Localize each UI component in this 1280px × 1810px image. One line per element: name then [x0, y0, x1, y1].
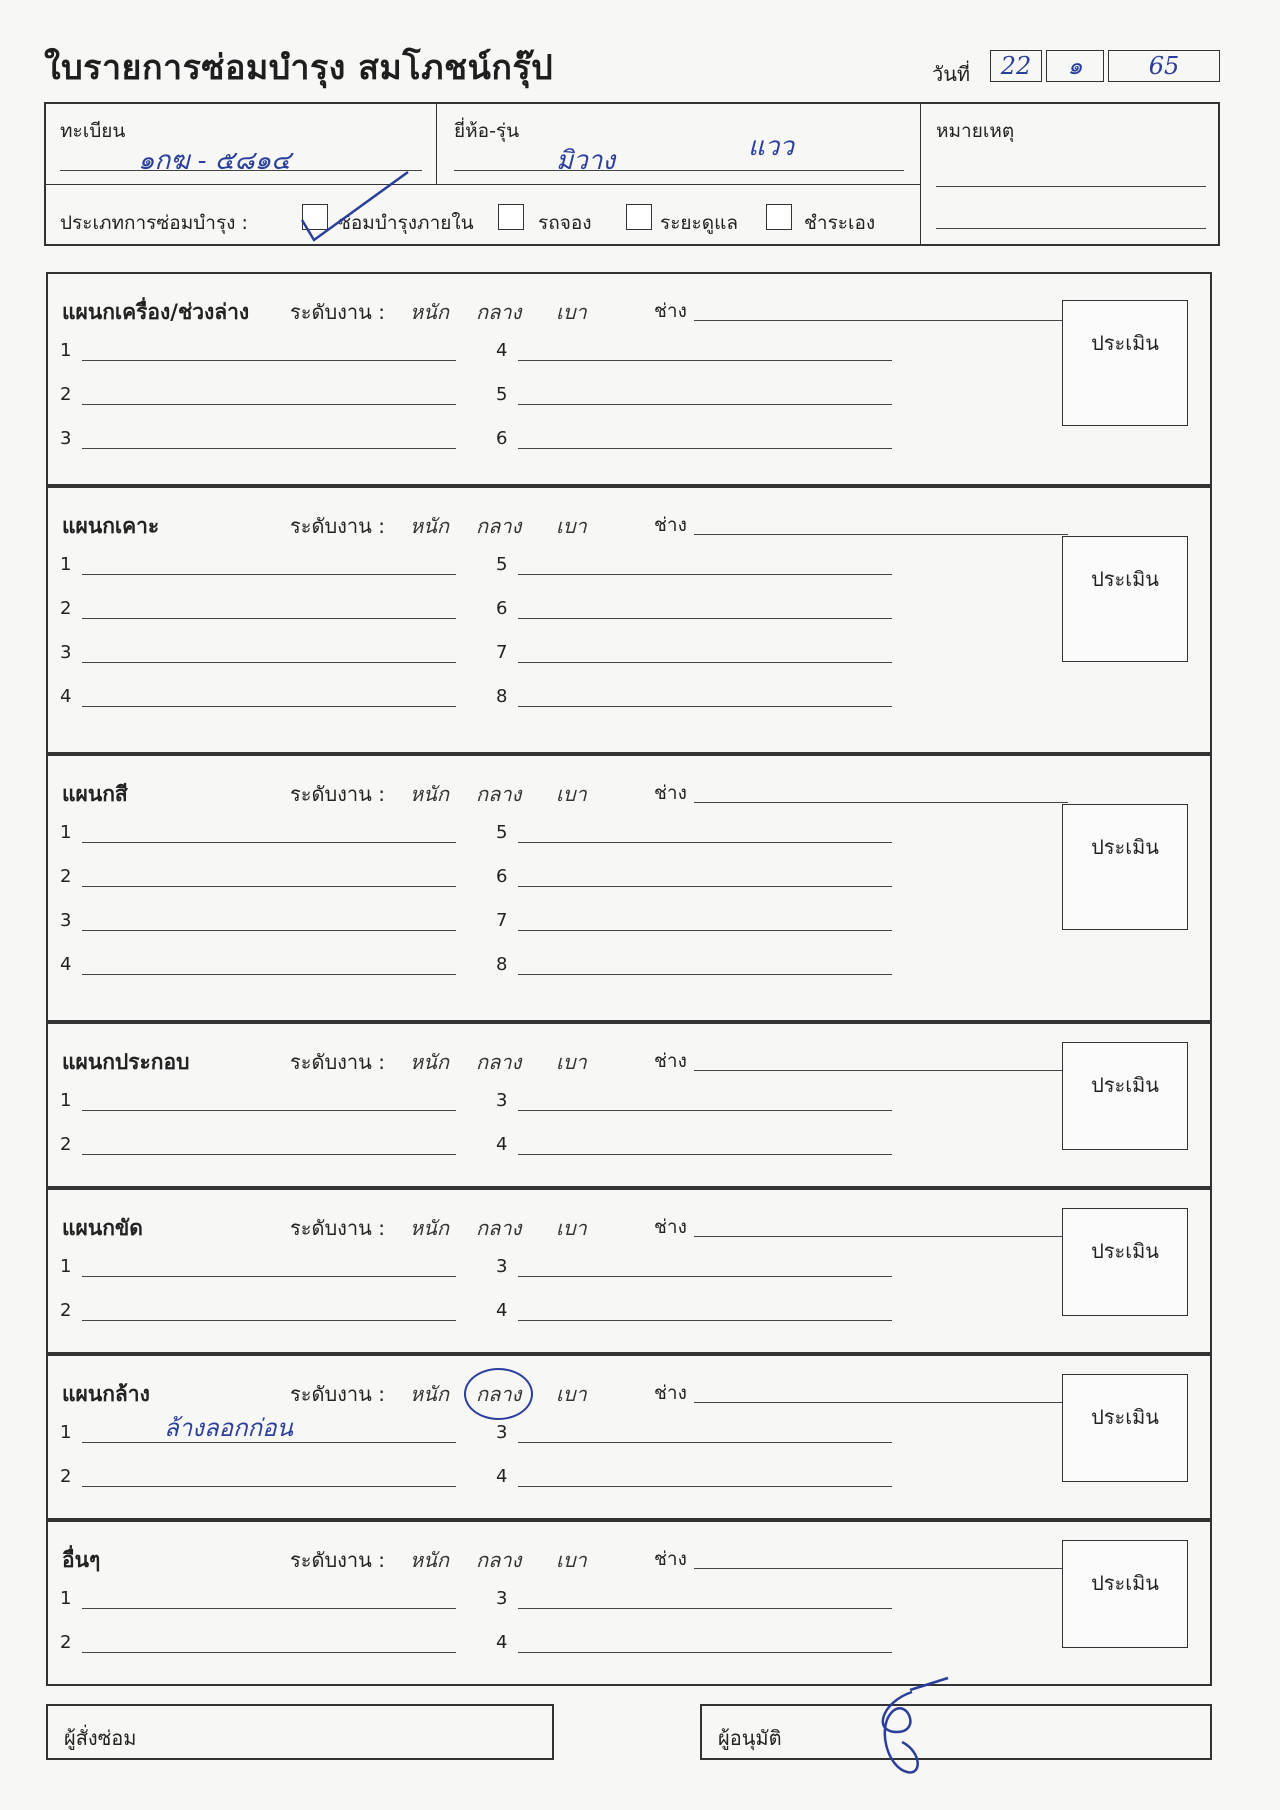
row-number: 4 — [496, 1632, 508, 1653]
item-line[interactable] — [82, 1608, 456, 1609]
item-line[interactable] — [82, 1154, 456, 1155]
technician-field[interactable] — [694, 1402, 1068, 1403]
type-reserved-label: รถจอง — [538, 212, 592, 234]
brand-underline — [454, 170, 904, 171]
item-line[interactable] — [518, 574, 892, 575]
level-medium-option[interactable]: กลาง — [464, 1368, 533, 1420]
item-line[interactable] — [82, 1486, 456, 1487]
department-section — [46, 1188, 1212, 1354]
technician-field[interactable] — [694, 1568, 1068, 1569]
evaluate-label: ประเมิน — [1091, 835, 1159, 859]
level-label: ระดับงาน : — [290, 1548, 385, 1572]
level-label: ระดับงาน : — [290, 1050, 385, 1074]
type-reserved-checkbox[interactable] — [498, 204, 524, 230]
check-mark-icon — [290, 160, 420, 250]
row-number: 3 — [496, 1256, 508, 1277]
technician-label: ช่าง — [654, 1050, 687, 1072]
row-number: 4 — [496, 340, 508, 361]
approver-box[interactable] — [700, 1704, 1212, 1760]
department-section — [46, 272, 1212, 486]
row-number: 7 — [496, 910, 508, 931]
level-heavy-option[interactable]: หนัก — [410, 514, 449, 538]
remark-label: หมายเหตุ — [936, 120, 1015, 142]
vehicle-info-box — [44, 102, 1220, 246]
row-number: 6 — [496, 598, 508, 619]
evaluate-box[interactable] — [1062, 804, 1188, 930]
item-line[interactable] — [518, 360, 892, 361]
row-number: 2 — [60, 598, 72, 619]
department-title: แผนกล้าง — [62, 1382, 150, 1406]
info-divider — [920, 104, 921, 244]
evaluate-label: ประเมิน — [1091, 1073, 1159, 1097]
row-number: 1 — [60, 822, 72, 843]
type-maintenance-label: ระยะดูแล — [660, 212, 738, 234]
technician-label: ช่าง — [654, 1216, 687, 1238]
level-medium-option[interactable]: กลาง — [476, 1050, 522, 1074]
row-number: 1 — [60, 340, 72, 361]
level-heavy-option[interactable]: หนัก — [410, 300, 449, 324]
row-number: 3 — [60, 910, 72, 931]
department-title: แผนกสี — [62, 782, 128, 806]
technician-label: ช่าง — [654, 1382, 687, 1404]
evaluate-box[interactable] — [1062, 536, 1188, 662]
item-line[interactable] — [82, 574, 456, 575]
item-line[interactable] — [82, 662, 456, 663]
requester-label: ผู้สั่งซ่อม — [64, 1726, 137, 1750]
requester-box[interactable] — [46, 1704, 554, 1760]
technician-label: ช่าง — [654, 782, 687, 804]
row-number: 4 — [60, 954, 72, 975]
row-number: 4 — [496, 1134, 508, 1155]
evaluate-box[interactable] — [1062, 1540, 1188, 1648]
evaluate-label: ประเมิน — [1091, 1571, 1159, 1595]
row-number: 1 — [60, 554, 72, 575]
evaluate-label: ประเมิน — [1091, 331, 1159, 355]
model-value[interactable]: แวว — [748, 132, 794, 162]
repair-type-label: ประเภทการซ่อมบำรุง : — [60, 212, 248, 234]
level-heavy-option[interactable]: หนัก — [410, 1216, 449, 1240]
item-line[interactable] — [82, 1110, 456, 1111]
level-light-option[interactable]: เบา — [556, 1382, 587, 1406]
row-number: 3 — [60, 642, 72, 663]
row-number: 5 — [496, 822, 508, 843]
evaluate-label: ประเมิน — [1091, 1239, 1159, 1263]
row-number: 3 — [60, 428, 72, 449]
row-number: 1 — [60, 1256, 72, 1277]
technician-label: ช่าง — [654, 514, 687, 536]
item-line[interactable] — [82, 842, 456, 843]
item-line[interactable] — [82, 1652, 456, 1653]
date-day-field[interactable]: 22 — [990, 50, 1042, 82]
evaluate-label: ประเมิน — [1091, 1405, 1159, 1429]
evaluate-box[interactable] — [1062, 300, 1188, 426]
row-number: 1 — [60, 1090, 72, 1111]
department-section — [46, 754, 1212, 1022]
item-line[interactable] — [518, 1110, 892, 1111]
level-heavy-option[interactable]: หนัก — [410, 1382, 449, 1406]
item-line[interactable] — [518, 974, 892, 975]
item-line[interactable] — [518, 930, 892, 931]
item-line[interactable] — [518, 886, 892, 887]
row-number: 3 — [496, 1588, 508, 1609]
date-label: วันที่ — [932, 62, 971, 86]
plate-label: ทะเบียน — [60, 120, 126, 142]
department-section — [46, 1354, 1212, 1520]
item-line[interactable] — [82, 618, 456, 619]
department-title: แผนกเครื่อง/ช่วงล่าง — [62, 300, 250, 324]
evaluate-box[interactable] — [1062, 1042, 1188, 1150]
type-selfpay-label: ชำระเอง — [804, 212, 876, 234]
technician-field[interactable] — [694, 802, 1068, 803]
level-label: ระดับงาน : — [290, 514, 385, 538]
item-line[interactable] — [518, 1608, 892, 1609]
row-number: 5 — [496, 554, 508, 575]
type-selfpay-checkbox[interactable] — [766, 204, 792, 230]
type-maintenance-checkbox[interactable] — [626, 204, 652, 230]
brand-value[interactable]: มิวาง — [556, 146, 616, 176]
level-heavy-option[interactable]: หนัก — [410, 782, 449, 806]
level-label: ระดับงาน : — [290, 1216, 385, 1240]
level-light-option[interactable]: เบา — [556, 300, 587, 324]
info-divider — [46, 184, 920, 185]
item-line[interactable] — [82, 1320, 456, 1321]
level-label: ระดับงาน : — [290, 1382, 385, 1406]
level-medium-option[interactable]: กลาง — [476, 782, 522, 806]
row-number: 5 — [496, 384, 508, 405]
row-number: 1 — [60, 1588, 72, 1609]
approver-signature-icon — [852, 1672, 952, 1782]
item-line[interactable] — [82, 974, 456, 975]
technician-field[interactable] — [694, 1070, 1068, 1071]
level-heavy-option[interactable]: หนัก — [410, 1050, 449, 1074]
department-section — [46, 1022, 1212, 1188]
row-number: 2 — [60, 1632, 72, 1653]
evaluate-box[interactable] — [1062, 1208, 1188, 1316]
item-line[interactable] — [518, 1154, 892, 1155]
item-entry[interactable]: ล้างลอกก่อน — [164, 1414, 293, 1442]
department-title: แผนกเคาะ — [62, 514, 160, 538]
item-line[interactable] — [518, 1486, 892, 1487]
item-line[interactable] — [518, 404, 892, 405]
evaluate-box[interactable] — [1062, 1374, 1188, 1482]
item-line[interactable] — [82, 930, 456, 931]
type-internal-label: ซ่อมบำรุงภายใน — [338, 212, 474, 234]
item-line[interactable] — [518, 662, 892, 663]
level-light-option[interactable]: เบา — [556, 1548, 587, 1572]
item-line[interactable] — [82, 706, 456, 707]
form-title: ใบรายการซ่อมบำรุง สมโภชน์กรุ๊ป — [44, 48, 554, 88]
evaluate-label: ประเมิน — [1091, 567, 1159, 591]
brand-label: ยี่ห้อ-รุ่น — [454, 120, 520, 142]
row-number: 2 — [60, 1134, 72, 1155]
item-line[interactable] — [518, 618, 892, 619]
row-number: 4 — [60, 686, 72, 707]
technician-field[interactable] — [694, 1236, 1068, 1237]
item-line[interactable] — [518, 842, 892, 843]
row-number: 8 — [496, 954, 508, 975]
item-line[interactable] — [82, 886, 456, 887]
row-number: 4 — [496, 1466, 508, 1487]
level-light-option[interactable]: เบา — [556, 1216, 587, 1240]
level-medium-option[interactable]: กลาง — [476, 514, 522, 538]
item-line[interactable] — [518, 448, 892, 449]
row-number: 3 — [496, 1090, 508, 1111]
department-title: อื่นๆ — [62, 1548, 101, 1572]
item-line[interactable] — [518, 1276, 892, 1277]
row-number: 6 — [496, 866, 508, 887]
technician-label: ช่าง — [654, 1548, 687, 1570]
department-section — [46, 1520, 1212, 1686]
technician-field[interactable] — [694, 534, 1068, 535]
date-year-field[interactable]: 65 — [1108, 50, 1220, 82]
row-number: 4 — [496, 1300, 508, 1321]
item-line[interactable] — [82, 404, 456, 405]
department-title: แผนกขัด — [62, 1216, 143, 1240]
row-number: 2 — [60, 866, 72, 887]
info-divider — [436, 104, 437, 184]
level-medium-option[interactable]: กลาง — [476, 300, 522, 324]
level-label: ระดับงาน : — [290, 300, 385, 324]
item-line[interactable] — [82, 1276, 456, 1277]
item-line[interactable] — [518, 1652, 892, 1653]
row-number: 7 — [496, 642, 508, 663]
level-light-option[interactable]: เบา — [556, 1050, 587, 1074]
technician-label: ช่าง — [654, 300, 687, 322]
department-title: แผนกประกอบ — [62, 1050, 190, 1074]
date-month-field[interactable]: ๑ — [1046, 50, 1104, 82]
plate-value[interactable]: ๑กฆ - ๕๘๑๔ — [138, 146, 291, 176]
level-heavy-option[interactable]: หนัก — [410, 1548, 449, 1572]
row-number: 2 — [60, 384, 72, 405]
item-line[interactable] — [518, 706, 892, 707]
row-number: 2 — [60, 1300, 72, 1321]
row-number: 8 — [496, 686, 508, 707]
level-light-option[interactable]: เบา — [556, 514, 587, 538]
level-label: ระดับงาน : — [290, 782, 385, 806]
row-number: 2 — [60, 1466, 72, 1487]
approver-label: ผู้อนุมัติ — [718, 1726, 782, 1750]
row-number: 6 — [496, 428, 508, 449]
level-medium-option[interactable]: กลาง — [476, 1548, 522, 1572]
level-medium-option[interactable]: กลาง — [476, 1216, 522, 1240]
item-line[interactable] — [518, 1320, 892, 1321]
row-number: 3 — [496, 1422, 508, 1443]
department-section — [46, 486, 1212, 754]
row-number: 1 — [60, 1422, 72, 1443]
item-line[interactable] — [518, 1442, 892, 1443]
item-line[interactable] — [82, 448, 456, 449]
technician-field[interactable] — [694, 320, 1068, 321]
remark-line[interactable] — [936, 228, 1206, 229]
level-light-option[interactable]: เบา — [556, 782, 587, 806]
remark-line[interactable] — [936, 186, 1206, 187]
item-line[interactable] — [82, 360, 456, 361]
